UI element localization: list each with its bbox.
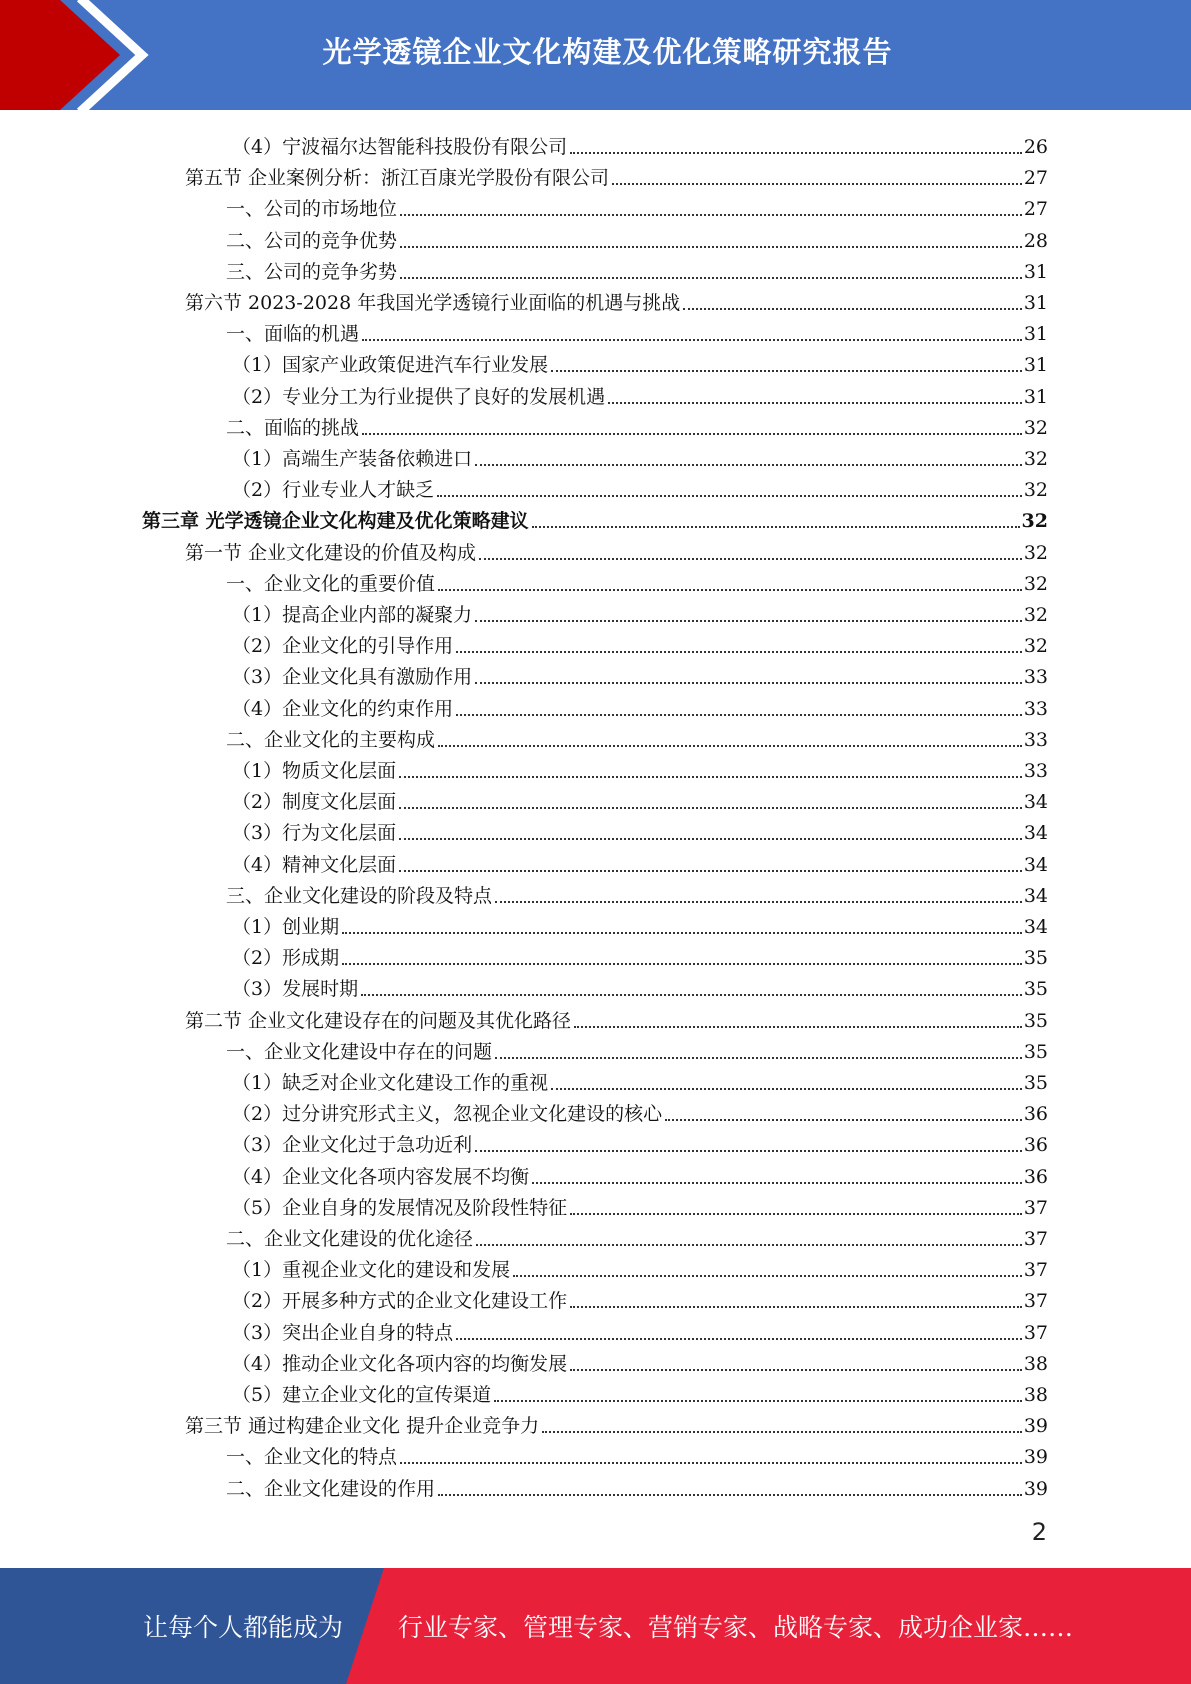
toc-leader-dots (475, 682, 1022, 684)
toc-entry-page: 33 (1023, 728, 1048, 751)
report-title: 光学透镜企业文化构建及优化策略研究报告 (322, 34, 893, 69)
toc-leader-dots (551, 1088, 1022, 1090)
toc-leader-dots (532, 526, 1020, 528)
toc-entry-label: 第六节 2023-2028 年我国光学透镜行业面临的机遇与挑战 (185, 292, 681, 314)
toc-entry-label: （4）推动企业文化各项内容的均衡发展 (232, 1352, 568, 1375)
toc-entry-page: 37 (1023, 1259, 1048, 1282)
toc-entry[interactable] (232, 1158, 1048, 1189)
toc-entry-label: （1）高端生产装备依赖进口 (232, 448, 473, 470)
toc-leader-dots (362, 339, 1022, 341)
toc-entry[interactable] (232, 1251, 1048, 1282)
toc-leader-dots (456, 1338, 1022, 1340)
toc-leader-dots (570, 1306, 1022, 1308)
toc-entry[interactable] (226, 1438, 1048, 1469)
toc-entry[interactable] (226, 877, 1048, 908)
toc-entry-label: 一、企业文化的特点 (226, 1446, 398, 1469)
toc-entry[interactable] (226, 409, 1048, 440)
toc-entry-label: 第五节 企业案例分析：浙江百康光学股份有限公司 (185, 167, 610, 190)
toc-leader-dots (456, 651, 1022, 653)
toc-entry-label: （2）过分讲究形式主义，忽视企业文化建设的核心 (232, 1103, 663, 1126)
toc-leader-dots (551, 370, 1022, 372)
toc-entry[interactable] (232, 970, 1048, 1001)
toc-entry[interactable] (232, 814, 1048, 845)
toc-leader-dots (475, 620, 1022, 622)
toc-leader-dots (570, 1369, 1022, 1371)
toc-entry-label: （3）行为文化层面 (232, 822, 397, 845)
toc-entry-page: 35 (1023, 947, 1048, 970)
toc-entry-page: 37 (1023, 1290, 1048, 1313)
toc-entry[interactable] (185, 159, 1048, 190)
toc-entry-label: （4）宁波福尔达智能科技股份有限公司 (232, 136, 568, 158)
page-number: 2 (1031, 1518, 1047, 1546)
toc-entry-page: 38 (1023, 1352, 1048, 1375)
toc-entry-label: （3）发展时期 (232, 978, 359, 1001)
toc-entry-page: 28 (1023, 229, 1048, 252)
toc-entry-label: 二、企业文化建设的优化途径 (226, 1228, 474, 1250)
toc-entry-label: （2）制度文化层面 (232, 791, 397, 814)
toc-entry-label: 一、面临的机遇 (226, 323, 360, 346)
toc-leader-dots (400, 277, 1022, 279)
toc-entry-label: 第二节 企业文化建设存在的问题及其优化路径 (185, 1009, 572, 1032)
footer-slogan-left: 让每个人都能成为 (143, 1613, 344, 1642)
toc-entry-page: 36 (1023, 1134, 1048, 1157)
toc-entry[interactable] (232, 908, 1048, 939)
toc-leader-dots (542, 1431, 1022, 1433)
toc-entry[interactable] (232, 1189, 1048, 1220)
toc-entry-label: 第三节 通过构建企业文化 提升企业竞争力 (185, 1415, 540, 1438)
toc-leader-dots (574, 1026, 1022, 1028)
toc-entry-page: 37 (1023, 1321, 1048, 1344)
toc-entry[interactable] (226, 253, 1048, 284)
toc-leader-dots (399, 838, 1022, 840)
toc-entry-label: （3）突出企业自身的特点 (232, 1321, 454, 1344)
toc-entry-page: 34 (1023, 916, 1048, 938)
toc-leader-dots (532, 1182, 1022, 1184)
toc-leader-dots (400, 246, 1022, 248)
toc-leader-dots (476, 1244, 1022, 1246)
toc-leader-dots (361, 994, 1022, 996)
toc-leader-dots (608, 402, 1022, 404)
toc-leader-dots (400, 1462, 1022, 1464)
toc-leader-dots (570, 152, 1022, 154)
toc-entry-page: 32 (1021, 510, 1048, 533)
toc-entry-page: 32 (1023, 635, 1048, 658)
toc-entry[interactable] (185, 1407, 1048, 1438)
toc-entry[interactable] (232, 596, 1048, 627)
toc-entry[interactable] (226, 1220, 1048, 1251)
toc-leader-dots (475, 1150, 1022, 1152)
toc-entry-label: （2）开展多种方式的企业文化建设工作 (232, 1290, 568, 1313)
toc-entry-label: 一、企业文化的重要价值 (226, 572, 436, 595)
toc-entry[interactable] (226, 315, 1048, 346)
toc-entry-label: （2）企业文化的引导作用 (232, 635, 454, 658)
toc-entry-label: （2）专业分工为行业提供了良好的发展机遇 (232, 385, 606, 408)
toc-entry-page: 27 (1023, 167, 1048, 190)
toc-entry[interactable] (232, 846, 1048, 877)
toc-entry-page: 34 (1023, 884, 1048, 907)
toc-leader-dots (437, 495, 1022, 497)
toc-entry[interactable] (226, 721, 1048, 752)
toc-entry-page: 38 (1023, 1384, 1048, 1406)
toc-entry[interactable] (232, 440, 1048, 471)
toc-entry-page: 32 (1023, 448, 1048, 470)
toc-entry-page: 33 (1023, 760, 1048, 782)
toc-entry-page: 32 (1023, 572, 1048, 595)
toc-entry-label: （4）精神文化层面 (232, 853, 397, 876)
toc-entry[interactable] (232, 1064, 1048, 1095)
toc-entry-label: （1）提高企业内部的凝聚力 (232, 604, 473, 626)
toc-entry-label: 二、公司的竞争优势 (226, 229, 398, 252)
toc-entry-page: 32 (1023, 416, 1048, 439)
toc-entry-page: 31 (1023, 385, 1048, 408)
toc-leader-dots (612, 183, 1022, 185)
toc-entry-label: 一、公司的市场地位 (226, 198, 398, 221)
toc-entry[interactable] (232, 346, 1048, 377)
toc-entry[interactable] (226, 190, 1048, 221)
toc-entry[interactable] (232, 752, 1048, 783)
toc-entry[interactable] (226, 565, 1048, 596)
toc-entry[interactable] (232, 1282, 1048, 1313)
toc-entry-page: 36 (1023, 1165, 1048, 1188)
toc-leader-dots (494, 1400, 1022, 1402)
toc-entry-page: 34 (1023, 791, 1048, 814)
toc-entry-page: 31 (1023, 292, 1048, 314)
toc-leader-dots (399, 870, 1022, 872)
toc-entry-label: （3）企业文化过于急功近利 (232, 1134, 473, 1157)
toc-entry-page: 31 (1023, 323, 1048, 346)
footer-slogan-right: 行业专家、管理专家、营销专家、战略专家、成功企业家…… (398, 1613, 1074, 1642)
page-footer (0, 1568, 1191, 1684)
toc-entry-label: 二、面临的挑战 (226, 416, 360, 439)
toc-entry[interactable] (232, 1314, 1048, 1345)
toc-entry[interactable] (232, 939, 1048, 970)
toc-entry[interactable] (232, 1126, 1048, 1157)
toc-entry-label: 二、企业文化的主要构成 (226, 728, 436, 751)
toc-leader-dots (399, 776, 1022, 778)
toc-leader-dots (438, 745, 1022, 747)
toc-entry-label: （4）企业文化各项内容发展不均衡 (232, 1165, 530, 1188)
toc-entry-label: （1）重视企业文化的建设和发展 (232, 1259, 511, 1282)
toc-entry[interactable] (232, 378, 1048, 409)
toc-entry[interactable] (232, 1376, 1048, 1407)
toc-entry-label: （1）创业期 (232, 916, 340, 938)
toc-leader-dots (475, 464, 1022, 466)
toc-entry[interactable] (232, 1345, 1048, 1376)
toc-leader-dots (479, 558, 1022, 560)
toc-entry-label: 二、企业文化建设的作用 (226, 1477, 436, 1500)
toc-entry-page: 35 (1023, 978, 1048, 1001)
toc-entry-label: 第一节 企业文化建设的价值及构成 (185, 541, 477, 564)
toc-leader-dots (399, 807, 1022, 809)
toc-entry-label: 三、公司的竞争劣势 (226, 260, 398, 283)
page-header (0, 0, 1191, 110)
toc-entry[interactable] (232, 1095, 1048, 1126)
toc-entry-label: （1）国家产业政策促进汽车行业发展 (232, 354, 549, 377)
toc-leader-dots (438, 589, 1022, 591)
toc-leader-dots (400, 214, 1022, 216)
toc-entry[interactable] (232, 471, 1048, 502)
toc-leader-dots (495, 901, 1022, 903)
toc-entry-page: 34 (1023, 853, 1048, 876)
toc-entry[interactable] (232, 128, 1048, 159)
toc-entry-page: 33 (1023, 666, 1048, 689)
toc-entry-label: （1）物质文化层面 (232, 760, 397, 782)
toc-entry-page: 36 (1023, 1103, 1048, 1126)
toc-entry[interactable] (232, 627, 1048, 658)
toc-entry-page: 37 (1023, 1196, 1048, 1219)
toc-entry-label: （4）企业文化的约束作用 (232, 697, 454, 720)
toc-entry-page: 31 (1023, 260, 1048, 283)
toc-leader-dots (570, 1213, 1022, 1215)
toc-entry-label: （2）行业专业人才缺乏 (232, 479, 435, 502)
toc-entry-label: 一、企业文化建设中存在的问题 (226, 1040, 493, 1063)
toc-leader-dots (495, 1057, 1022, 1059)
toc-entry-label: 第三章 光学透镜企业文化构建及优化策略建议 (142, 510, 529, 533)
toc-entry-page: 39 (1023, 1446, 1048, 1469)
toc-entry-label: （2）形成期 (232, 947, 340, 970)
toc-entry-page: 31 (1023, 354, 1048, 377)
toc-entry-label: 三、企业文化建设的阶段及特点 (226, 884, 493, 907)
toc-entry-label: （5）企业自身的发展情况及阶段性特征 (232, 1196, 568, 1219)
toc-leader-dots (513, 1275, 1022, 1277)
toc-entry-page: 39 (1023, 1477, 1048, 1500)
toc-entry-page: 35 (1023, 1072, 1048, 1094)
toc-entry-page: 39 (1023, 1415, 1048, 1438)
toc-entry-page: 27 (1023, 198, 1048, 221)
toc-entry-page: 35 (1023, 1009, 1048, 1032)
toc-leader-dots (683, 308, 1022, 310)
toc-leader-dots (438, 1494, 1022, 1496)
toc-entry-page: 35 (1023, 1040, 1048, 1063)
toc-entry-label: （5）建立企业文化的宣传渠道 (232, 1384, 492, 1406)
toc-entry-page: 32 (1023, 541, 1048, 564)
toc-entry[interactable] (232, 783, 1048, 814)
toc-entry[interactable] (226, 222, 1048, 253)
toc-entry[interactable] (232, 658, 1048, 689)
toc-entry[interactable] (226, 1470, 1048, 1501)
toc-entry-page: 32 (1023, 479, 1048, 502)
toc-entry[interactable] (142, 502, 1048, 533)
toc-entry[interactable] (226, 1033, 1048, 1064)
toc-entry-label: （1）缺乏对企业文化建设工作的重视 (232, 1072, 549, 1094)
toc-entry-page: 32 (1023, 604, 1048, 626)
toc-entry-page: 26 (1023, 136, 1048, 158)
toc-entry[interactable] (185, 1002, 1048, 1033)
toc-entry-page: 37 (1023, 1228, 1048, 1250)
toc-entry-page: 33 (1023, 697, 1048, 720)
toc-leader-dots (342, 932, 1022, 934)
toc-entry-page: 34 (1023, 822, 1048, 845)
toc-leader-dots (362, 433, 1022, 435)
toc-entry[interactable] (185, 534, 1048, 565)
toc-entry-label: （3）企业文化具有激励作用 (232, 666, 473, 689)
toc-leader-dots (665, 1119, 1022, 1121)
toc-entry[interactable] (232, 690, 1048, 721)
toc-leader-dots (342, 963, 1022, 965)
toc-entry[interactable] (185, 284, 1048, 315)
toc-leader-dots (456, 714, 1022, 716)
